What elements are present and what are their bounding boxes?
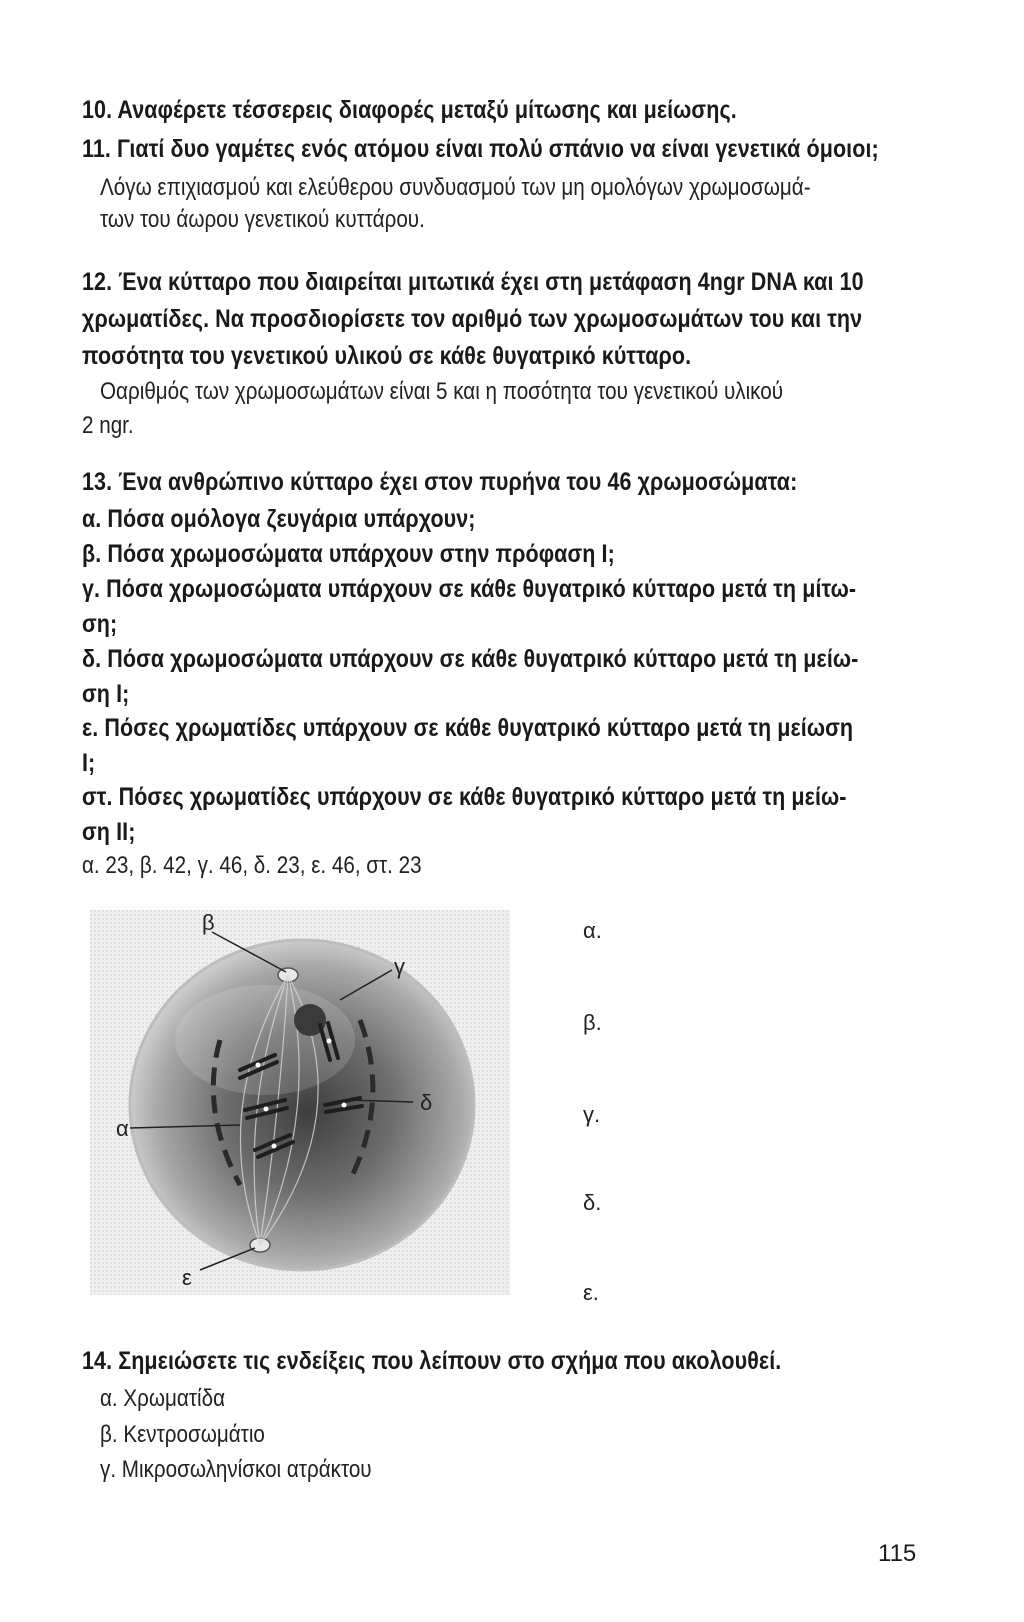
question-13-a: α. Πόσα ομόλογα ζευγάρια υπάρχουν; xyxy=(82,505,476,533)
answer-11-line-2: των του άωρου γενετικού κυττάρου. xyxy=(100,206,425,233)
answer-14-c: γ. Μικροσωληνίσκοι ατράκτου xyxy=(100,1456,372,1483)
answer-11-line-1: Λόγω επιχιασμού και ελεύθερου συνδυασμού των μη ομολόγων χρωμοσωμά- xyxy=(100,174,811,201)
question-10: 10. Αναφέρετε τέσσερεις διαφορές μεταξύ μίτωσης και μείωσης. xyxy=(82,96,737,124)
question-13-st: στ. Πόσες χρωματίδες υπάρχουν σε κάθε θυγατρικό κύτταρο μετά τη μείω- xyxy=(82,783,847,811)
question-13-c-cont: ση; xyxy=(82,610,118,638)
question-14: 14. Σημειώσετε τις ενδείξεις που λείπουν στο σχήμα που ακολουθεί. xyxy=(82,1347,782,1375)
figure-label-beta: β xyxy=(202,910,215,935)
question-12-line-2: χρωματίδες. Να προσδιορίσετε τον αριθμό των χρωμοσωμάτων του και την xyxy=(82,305,863,333)
question-12-line-3: ποσότητα του γενετικού υλικού σε κάθε θυγατρικό κύτταρο. xyxy=(82,342,692,370)
figure-label-delta: δ xyxy=(420,1090,433,1115)
blank-gamma: γ. xyxy=(583,1102,601,1127)
cell-division-figure xyxy=(90,910,510,1295)
question-13-d-cont: ση Ι; xyxy=(82,680,130,708)
answer-12-line-1: Οαριθμός των χρωμοσωμάτων είναι 5 και η ποσότητα του γενετικού υλικού xyxy=(100,378,784,405)
answer-13: α. 23, β. 42, γ. 46, δ. 23, ε. 46, στ. 23 xyxy=(82,852,422,879)
figure-label-gamma: γ xyxy=(394,954,405,979)
blank-alpha: α. xyxy=(583,918,602,943)
blank-beta: β. xyxy=(583,1010,602,1035)
blank-delta: δ. xyxy=(583,1190,602,1215)
question-11: 11. Γιατί δυο γαμέτες ενός ατόμου είναι πολύ σπάνιο να είναι γενετικά όμοιοι; xyxy=(82,135,879,163)
question-13-e-cont: Ι; xyxy=(82,749,96,777)
question-13-b: β. Πόσα χρωμοσώματα υπάρχουν στην πρόφαση Ι; xyxy=(82,540,615,568)
question-13-st-cont: ση ΙΙ; xyxy=(82,818,136,846)
question-13-e: ε. Πόσες χρωματίδες υπάρχουν σε κάθε θυγατρικό κύτταρο μετά τη μείωση xyxy=(82,714,854,742)
page-number: 115 xyxy=(878,1540,917,1567)
blank-epsilon: ε. xyxy=(583,1280,599,1305)
figure-label-epsilon: ε xyxy=(182,1265,192,1290)
question-13-c: γ. Πόσα χρωμοσώματα υπάρχουν σε κάθε θυγατρικό κύτταρο μετά τη μίτω- xyxy=(82,575,857,603)
figure-label-alpha: α xyxy=(116,1116,129,1141)
answer-14-b: β. Κεντροσωμάτιο xyxy=(100,1421,265,1448)
answer-12-line-2: 2 ngr. xyxy=(82,412,134,439)
question-13-intro: 13. Ένα ανθρώπινο κύτταρο έχει στον πυρήνα του 46 χρωμοσώματα: xyxy=(82,468,798,496)
answer-14-a: α. Χρωματίδα xyxy=(100,1385,226,1412)
question-13-d: δ. Πόσα χρωμοσώματα υπάρχουν σε κάθε θυγατρικό κύτταρο μετά τη μείω- xyxy=(82,645,859,673)
question-12-line-1: 12. Ένα κύτταρο που διαιρείται μιτωτικά έχει στη μετάφαση 4ngr DNA και 10 xyxy=(82,268,864,296)
